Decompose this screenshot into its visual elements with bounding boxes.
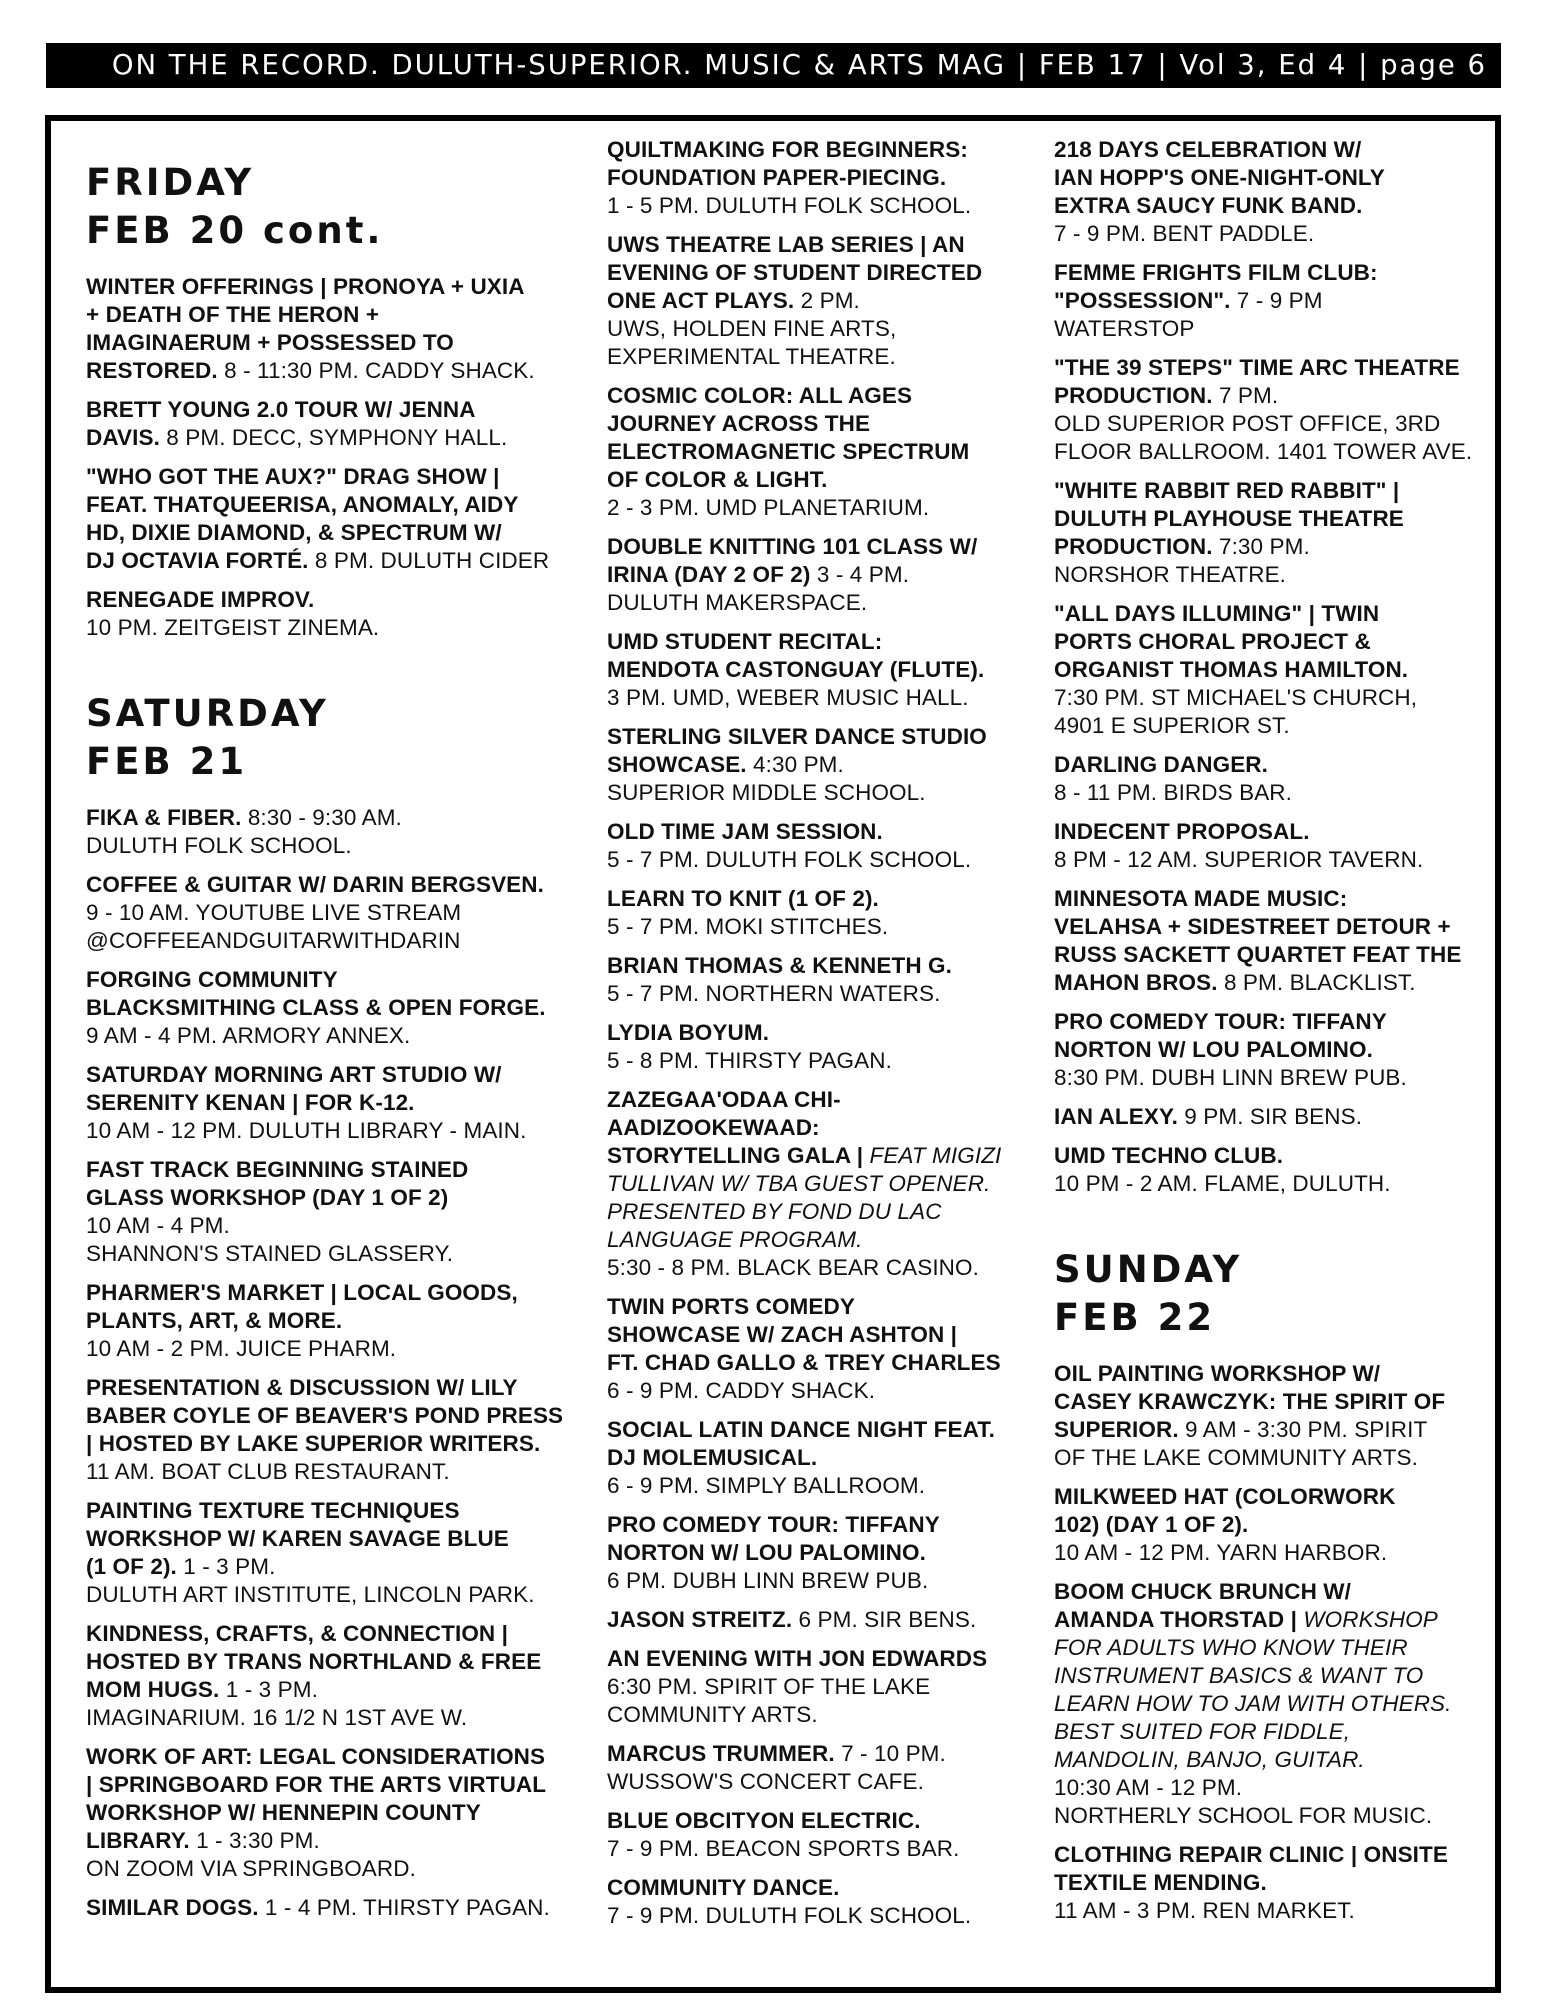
event-title: FEMME FRIGHTS FILM CLUB: <box>1054 260 1378 285</box>
event-title: "POSSESSION". <box>1054 288 1231 313</box>
event-details: @COFFEEANDGUITARWITHDARIN <box>86 928 461 953</box>
event-details: 5 - 7 PM. NORTHERN WATERS. <box>607 981 941 1006</box>
event-listing <box>607 628 1057 712</box>
event-details: 10 AM - 4 PM. <box>86 1213 230 1238</box>
event-details: 8 PM. DULUTH CIDER <box>308 548 550 573</box>
event-title: SHOWCASE. <box>607 752 747 777</box>
event-listing <box>86 1743 631 1883</box>
event-title: NORTON W/ LOU PALOMINO. <box>607 1540 926 1565</box>
event-title: FT. CHAD GALLO & TREY CHARLES <box>607 1350 1001 1375</box>
day-heading-line: FEB 22 <box>1054 1296 1216 1339</box>
event-title: MAHON BROS. <box>1054 970 1218 995</box>
event-title: CASEY KRAWCZYK: THE SPIRIT OF <box>1054 1389 1446 1414</box>
event-listing <box>1054 1578 1494 1830</box>
event-title: PAINTING TEXTURE TECHNIQUES <box>86 1498 460 1523</box>
event-listing <box>86 1497 631 1609</box>
event-listing <box>1054 354 1494 466</box>
event-title: "WHO GOT THE AUX?" DRAG SHOW | <box>86 464 500 489</box>
event-details: 7 PM. <box>1212 383 1279 408</box>
event-details: 6:30 PM. SPIRIT OF THE LAKE <box>607 1674 931 1699</box>
event-details: 11 AM - 3 PM. REN MARKET. <box>1054 1898 1355 1923</box>
event-listing <box>607 533 1057 617</box>
day-heading-line: SUNDAY <box>1054 1248 1243 1291</box>
event-title: HOSTED BY TRANS NORTHLAND & FREE <box>86 1649 542 1674</box>
event-title: OF COLOR & LIGHT. <box>607 467 828 492</box>
event-details: 7 - 10 PM. <box>834 1741 946 1766</box>
event-title: (1 OF 2). <box>86 1554 177 1579</box>
event-title: MOM HUGS. <box>86 1677 220 1702</box>
event-title: EVENING OF STUDENT DIRECTED <box>607 260 983 285</box>
event-listing <box>86 273 631 385</box>
event-details: 6 PM. SIR BENS. <box>792 1607 977 1632</box>
event-title: TWIN PORTS COMEDY <box>607 1294 855 1319</box>
event-listing <box>1054 136 1494 248</box>
event-details: SHANNON'S STAINED GLASSERY. <box>86 1241 454 1266</box>
event-title: AADIZOOKEWAAD: <box>607 1115 820 1140</box>
event-title: STERLING SILVER DANCE STUDIO <box>607 724 987 749</box>
event-title: PHARMER'S MARKET | LOCAL GOODS, <box>86 1280 518 1305</box>
event-details: WUSSOW'S CONCERT CAFE. <box>607 1769 924 1794</box>
event-title: SOCIAL LATIN DANCE NIGHT FEAT. <box>607 1417 995 1442</box>
event-title: SUPERIOR. <box>1054 1417 1179 1442</box>
event-details: NORSHOR THEATRE. <box>1054 562 1287 587</box>
event-details: 1 - 4 PM. THIRSTY PAGAN. <box>258 1895 550 1920</box>
event-listing <box>607 1606 1057 1634</box>
event-title: VELAHSA + SIDESTREET DETOUR + <box>1054 914 1451 939</box>
event-listing <box>607 952 1057 1008</box>
event-title: BLACKSMITHING CLASS & OPEN FORGE. <box>86 995 546 1020</box>
event-details: UWS, HOLDEN FINE ARTS, <box>607 316 897 341</box>
event-details: 2 - 3 PM. UMD PLANETARIUM. <box>607 495 930 520</box>
event-title: JASON STREITZ. <box>607 1607 793 1632</box>
day-heading-line: FEB 21 <box>86 740 248 783</box>
event-listing <box>86 871 631 955</box>
event-details: 4901 E SUPERIOR ST. <box>1054 713 1290 738</box>
column-1 <box>86 133 631 1933</box>
event-listing <box>1054 885 1494 997</box>
event-listing <box>607 1807 1057 1863</box>
event-title: IRINA (DAY 2 OF 2) <box>607 562 811 587</box>
event-title: DJ OCTAVIA FORTÉ. <box>86 548 309 573</box>
event-title: BOOM CHUCK BRUNCH W/ <box>1054 1579 1351 1604</box>
event-details: 11 AM. BOAT CLUB RESTAURANT. <box>86 1459 450 1484</box>
event-details: 2 PM. <box>794 288 860 313</box>
event-listing <box>607 231 1057 371</box>
event-title: WORK OF ART: LEGAL CONSIDERATIONS <box>86 1744 546 1769</box>
event-details: OLD SUPERIOR POST OFFICE, 3RD <box>1054 411 1441 436</box>
event-details: 6 - 9 PM. CADDY SHACK. <box>607 1378 876 1403</box>
event-title: "ALL DAYS ILLUMING" | TWIN <box>1054 601 1380 626</box>
event-details: 10 PM. ZEITGEIST ZINEMA. <box>86 615 380 640</box>
event-details: 7 - 9 PM. BENT PADDLE. <box>1054 221 1315 246</box>
event-title: COSMIC COLOR: ALL AGES <box>607 383 913 408</box>
event-listing <box>607 723 1057 807</box>
event-listing <box>1054 1103 1494 1131</box>
event-title: RENEGADE IMPROV. <box>86 587 315 612</box>
event-title: AMANDA THORSTAD | <box>1054 1607 1297 1632</box>
event-listing <box>607 382 1057 522</box>
event-details: 1 - 3 PM. <box>176 1554 276 1579</box>
event-details: 10 AM - 2 PM. JUICE PHARM. <box>86 1336 397 1361</box>
day-heading-line: FRIDAY <box>86 161 255 204</box>
event-title: PRO COMEDY TOUR: TIFFANY <box>1054 1009 1387 1034</box>
event-title: IAN ALEXY. <box>1054 1104 1178 1129</box>
event-listing <box>607 1019 1057 1075</box>
event-listing <box>86 1061 631 1145</box>
event-listing <box>86 586 631 642</box>
event-listing <box>607 885 1057 941</box>
event-listing <box>607 1086 1057 1282</box>
event-listing <box>1054 259 1494 343</box>
event-listing <box>86 1279 631 1363</box>
event-title: MARCUS TRUMMER. <box>607 1741 835 1766</box>
day-heading <box>86 690 631 786</box>
event-details: EXPERIMENTAL THEATRE. <box>607 344 896 369</box>
event-title: RUSS SACKETT QUARTET FEAT THE <box>1054 942 1462 967</box>
event-title: KINDNESS, CRAFTS, & CONNECTION | <box>86 1621 509 1646</box>
event-title: WORKSHOP W/ KAREN SAVAGE BLUE <box>86 1526 509 1551</box>
event-title: "WHITE RABBIT RED RABBIT" | <box>1054 478 1400 503</box>
event-title: BRIAN THOMAS & KENNETH G. <box>607 953 952 978</box>
event-details: 5 - 8 PM. THIRSTY PAGAN. <box>607 1048 892 1073</box>
event-details: 9 - 10 AM. YOUTUBE LIVE STREAM <box>86 900 462 925</box>
event-listing <box>607 1416 1057 1500</box>
event-title: LYDIA BOYUM. <box>607 1020 770 1045</box>
masthead-text: ON THE RECORD. DULUTH-SUPERIOR. MUSIC & ARTS MAG | FEB 17 | Vol 3, Ed 4 | page 6 <box>111 49 1487 81</box>
event-listing <box>86 1156 631 1268</box>
column-2 <box>607 136 1057 1941</box>
event-title: INDECENT PROPOSAL. <box>1054 819 1310 844</box>
event-note: TULLIVAN W/ TBA GUEST OPENER. <box>607 1171 991 1196</box>
event-title: COFFEE & GUITAR W/ DARIN BERGSVEN. <box>86 872 544 897</box>
event-details: 4:30 PM. <box>746 752 844 777</box>
day-heading-line: SATURDAY <box>86 692 329 735</box>
event-details: WATERSTOP <box>1054 316 1195 341</box>
event-details: 10 AM - 12 PM. DULUTH LIBRARY - MAIN. <box>86 1118 527 1143</box>
event-listing <box>86 1374 631 1486</box>
event-details: 7 - 9 PM. BEACON SPORTS BAR. <box>607 1836 960 1861</box>
event-title: 102) (DAY 1 OF 2). <box>1054 1512 1249 1537</box>
event-title: DJ MOLEMUSICAL. <box>607 1445 818 1470</box>
event-title: IMAGINAERUM + POSSESSED TO <box>86 330 454 355</box>
event-note: MANDOLIN, BANJO, GUITAR. <box>1054 1747 1365 1772</box>
event-title: 218 DAYS CELEBRATION W/ <box>1054 137 1362 162</box>
event-title: ZAZEGAA'ODAA CHI- <box>607 1087 841 1112</box>
event-listing <box>1054 751 1494 807</box>
event-listing <box>1054 818 1494 874</box>
event-listing <box>607 1511 1057 1595</box>
event-details: 8:30 PM. DUBH LINN BREW PUB. <box>1054 1065 1407 1090</box>
event-title: GLASS WORKSHOP (DAY 1 OF 2) <box>86 1185 449 1210</box>
event-title: SHOWCASE W/ ZACH ASHTON | <box>607 1322 958 1347</box>
event-title: EXTRA SAUCY FUNK BAND. <box>1054 193 1363 218</box>
event-title: OIL PAINTING WORKSHOP W/ <box>1054 1361 1381 1386</box>
event-title: MILKWEED HAT (COLORWORK <box>1054 1484 1396 1509</box>
event-listing <box>1054 1008 1494 1092</box>
event-details: 10 PM - 2 AM. FLAME, DULUTH. <box>1054 1171 1391 1196</box>
event-note: INSTRUMENT BASICS & WANT TO <box>1054 1663 1424 1688</box>
day-heading <box>86 159 631 255</box>
event-title: QUILTMAKING FOR BEGINNERS: <box>607 137 968 162</box>
day-heading-line: FEB 20 cont. <box>86 209 384 252</box>
event-details: OF THE LAKE COMMUNITY ARTS. <box>1054 1445 1419 1470</box>
event-details: 6 - 9 PM. SIMPLY BALLROOM. <box>607 1473 926 1498</box>
event-title: ELECTROMAGNETIC SPECTRUM <box>607 439 970 464</box>
event-title: UMD TECHNO CLUB. <box>1054 1143 1284 1168</box>
event-listing <box>1054 1841 1494 1925</box>
event-details: 9 AM - 3:30 PM. SPIRIT <box>1178 1417 1428 1442</box>
event-details: ON ZOOM VIA SPRINGBOARD. <box>86 1856 416 1881</box>
event-note: FEAT MIGIZI <box>863 1143 1002 1168</box>
event-details: 8:30 - 9:30 AM. <box>241 805 402 830</box>
event-details: NORTHERLY SCHOOL FOR MUSIC. <box>1054 1803 1433 1828</box>
event-listing <box>86 966 631 1050</box>
event-title: NORTON W/ LOU PALOMINO. <box>1054 1037 1373 1062</box>
event-title: "THE 39 STEPS" TIME ARC THEATRE <box>1054 355 1460 380</box>
event-details: 1 - 5 PM. DULUTH FOLK SCHOOL. <box>607 193 972 218</box>
event-listing <box>1054 477 1494 589</box>
event-title: PRESENTATION & DISCUSSION W/ LILY <box>86 1375 518 1400</box>
event-listing <box>86 463 631 575</box>
event-title: DARLING DANGER. <box>1054 752 1268 777</box>
event-title: DULUTH PLAYHOUSE THEATRE <box>1054 506 1404 531</box>
event-title: BABER COYLE OF BEAVER'S POND PRESS <box>86 1403 564 1428</box>
event-details: 9 AM - 4 PM. ARMORY ANNEX. <box>86 1023 411 1048</box>
event-listing <box>607 818 1057 874</box>
event-title: PORTS CHORAL PROJECT & <box>1054 629 1371 654</box>
event-title: WORKSHOP W/ HENNEPIN COUNTY <box>86 1800 481 1825</box>
masthead-bar <box>46 43 1501 88</box>
column-3 <box>1054 136 1494 1936</box>
event-details: 8 PM - 12 AM. SUPERIOR TAVERN. <box>1054 847 1424 872</box>
event-title: JOURNEY ACROSS THE <box>607 411 871 436</box>
event-details: 8 - 11 PM. BIRDS BAR. <box>1054 780 1292 805</box>
event-title: MENDOTA CASTONGUAY (FLUTE). <box>607 657 985 682</box>
event-title: DAVIS. <box>86 425 160 450</box>
event-details: 7 - 9 PM. DULUTH FOLK SCHOOL. <box>607 1903 972 1928</box>
event-listing <box>1054 600 1494 740</box>
event-title: PRODUCTION. <box>1054 534 1213 559</box>
event-listing <box>86 1620 631 1732</box>
event-title: TEXTILE MENDING. <box>1054 1870 1267 1895</box>
event-listing <box>607 1293 1057 1405</box>
event-title: ONE ACT PLAYS. <box>607 288 795 313</box>
event-title: | HOSTED BY LAKE SUPERIOR WRITERS. <box>86 1431 541 1456</box>
event-title: WINTER OFFERINGS | PRONOYA + UXIA <box>86 274 525 299</box>
event-title: SATURDAY MORNING ART STUDIO W/ <box>86 1062 502 1087</box>
event-details: 1 - 3:30 PM. <box>189 1828 320 1853</box>
event-note: PRESENTED BY FOND DU LAC <box>607 1199 942 1224</box>
event-details: 1 - 3 PM. <box>219 1677 318 1702</box>
event-listing <box>607 1874 1057 1930</box>
event-title: SERENITY KENAN | FOR K-12. <box>86 1090 415 1115</box>
event-note: LEARN HOW TO JAM WITH OTHERS. <box>1054 1691 1452 1716</box>
event-title: IAN HOPP'S ONE-NIGHT-ONLY <box>1054 165 1385 190</box>
event-details: 8 PM. DECC, SYMPHONY HALL. <box>159 425 508 450</box>
event-listing <box>86 804 631 860</box>
day-heading <box>1054 1246 1494 1342</box>
event-details: 3 - 4 PM. <box>810 562 910 587</box>
event-listing <box>607 1645 1057 1729</box>
event-listing <box>1054 1360 1494 1472</box>
event-details: COMMUNITY ARTS. <box>607 1702 818 1727</box>
event-details: 5:30 - 8 PM. BLACK BEAR CASINO. <box>607 1255 979 1280</box>
event-details: 7:30 PM. ST MICHAEL'S CHURCH, <box>1054 685 1418 710</box>
event-details: 3 PM. UMD, WEBER MUSIC HALL. <box>607 685 969 710</box>
event-title: UMD STUDENT RECITAL: <box>607 629 883 654</box>
event-note: LANGUAGE PROGRAM. <box>607 1227 863 1252</box>
event-title: PRO COMEDY TOUR: TIFFANY <box>607 1512 940 1537</box>
event-details: DULUTH ART INSTITUTE, LINCOLN PARK. <box>86 1582 535 1607</box>
event-title: DOUBLE KNITTING 101 CLASS W/ <box>607 534 978 559</box>
event-title: MINNESOTA MADE MUSIC: <box>1054 886 1348 911</box>
event-title: BLUE OBCITYON ELECTRIC. <box>607 1808 921 1833</box>
event-details: 10 AM - 12 PM. YARN HARBOR. <box>1054 1540 1388 1565</box>
event-title: AN EVENING WITH JON EDWARDS <box>607 1646 988 1671</box>
event-note: FOR ADULTS WHO KNOW THEIR <box>1054 1635 1408 1660</box>
event-listing <box>607 1740 1057 1796</box>
event-listing <box>1054 1142 1494 1198</box>
calendar-frame <box>45 115 1501 1993</box>
event-title: UWS THEATRE LAB SERIES | AN <box>607 232 965 257</box>
event-title: | SPRINGBOARD FOR THE ARTS VIRTUAL <box>86 1772 547 1797</box>
event-title: FORGING COMMUNITY <box>86 967 338 992</box>
event-title: LIBRARY. <box>86 1828 190 1853</box>
event-details: FLOOR BALLROOM. 1401 TOWER AVE. <box>1054 439 1473 464</box>
event-title: + DEATH OF THE HERON + <box>86 302 380 327</box>
event-details: DULUTH FOLK SCHOOL. <box>86 833 352 858</box>
event-title: CLOTHING REPAIR CLINIC | ONSITE <box>1054 1842 1448 1867</box>
event-details: 8 PM. BLACKLIST. <box>1217 970 1416 995</box>
event-title: SIMILAR DOGS. <box>86 1895 259 1920</box>
event-title: LEARN TO KNIT (1 OF 2). <box>607 886 879 911</box>
event-title: COMMUNITY DANCE. <box>607 1875 840 1900</box>
event-details: 10:30 AM - 12 PM. <box>1054 1775 1243 1800</box>
event-details: DULUTH MAKERSPACE. <box>607 590 868 615</box>
event-title: FEAT. THATQUEERISA, ANOMALY, AIDY <box>86 492 519 517</box>
event-title: HD, DIXIE DIAMOND, & SPECTRUM W/ <box>86 520 502 545</box>
event-title: ORGANIST THOMAS HAMILTON. <box>1054 657 1409 682</box>
event-details: 7:30 PM. <box>1212 534 1310 559</box>
event-title: FAST TRACK BEGINNING STAINED <box>86 1157 469 1182</box>
event-title: RESTORED. <box>86 358 218 383</box>
event-title: PRODUCTION. <box>1054 383 1213 408</box>
event-details: 7 - 9 PM <box>1230 288 1323 313</box>
event-listing <box>607 136 1057 220</box>
event-listing <box>1054 1483 1494 1567</box>
event-details: 5 - 7 PM. DULUTH FOLK SCHOOL. <box>607 847 972 872</box>
event-title: BRETT YOUNG 2.0 TOUR W/ JENNA <box>86 397 476 422</box>
event-title: FOUNDATION PAPER-PIECING. <box>607 165 947 190</box>
event-details: 6 PM. DUBH LINN BREW PUB. <box>607 1568 929 1593</box>
event-title: PLANTS, ART, & MORE. <box>86 1308 343 1333</box>
event-details: 9 PM. SIR BENS. <box>1177 1104 1363 1129</box>
event-note: WORKSHOP <box>1296 1607 1438 1632</box>
event-title: OLD TIME JAM SESSION. <box>607 819 883 844</box>
event-title: STORYTELLING GALA | <box>607 1143 864 1168</box>
event-details: IMAGINARIUM. 16 1/2 N 1ST AVE W. <box>86 1705 468 1730</box>
event-details: 8 - 11:30 PM. CADDY SHACK. <box>217 358 535 383</box>
event-details: 5 - 7 PM. MOKI STITCHES. <box>607 914 889 939</box>
event-details: SUPERIOR MIDDLE SCHOOL. <box>607 780 926 805</box>
event-note: BEST SUITED FOR FIDDLE, <box>1054 1719 1351 1744</box>
event-title: FIKA & FIBER. <box>86 805 242 830</box>
event-listing <box>86 396 631 452</box>
event-listing <box>86 1894 631 1922</box>
